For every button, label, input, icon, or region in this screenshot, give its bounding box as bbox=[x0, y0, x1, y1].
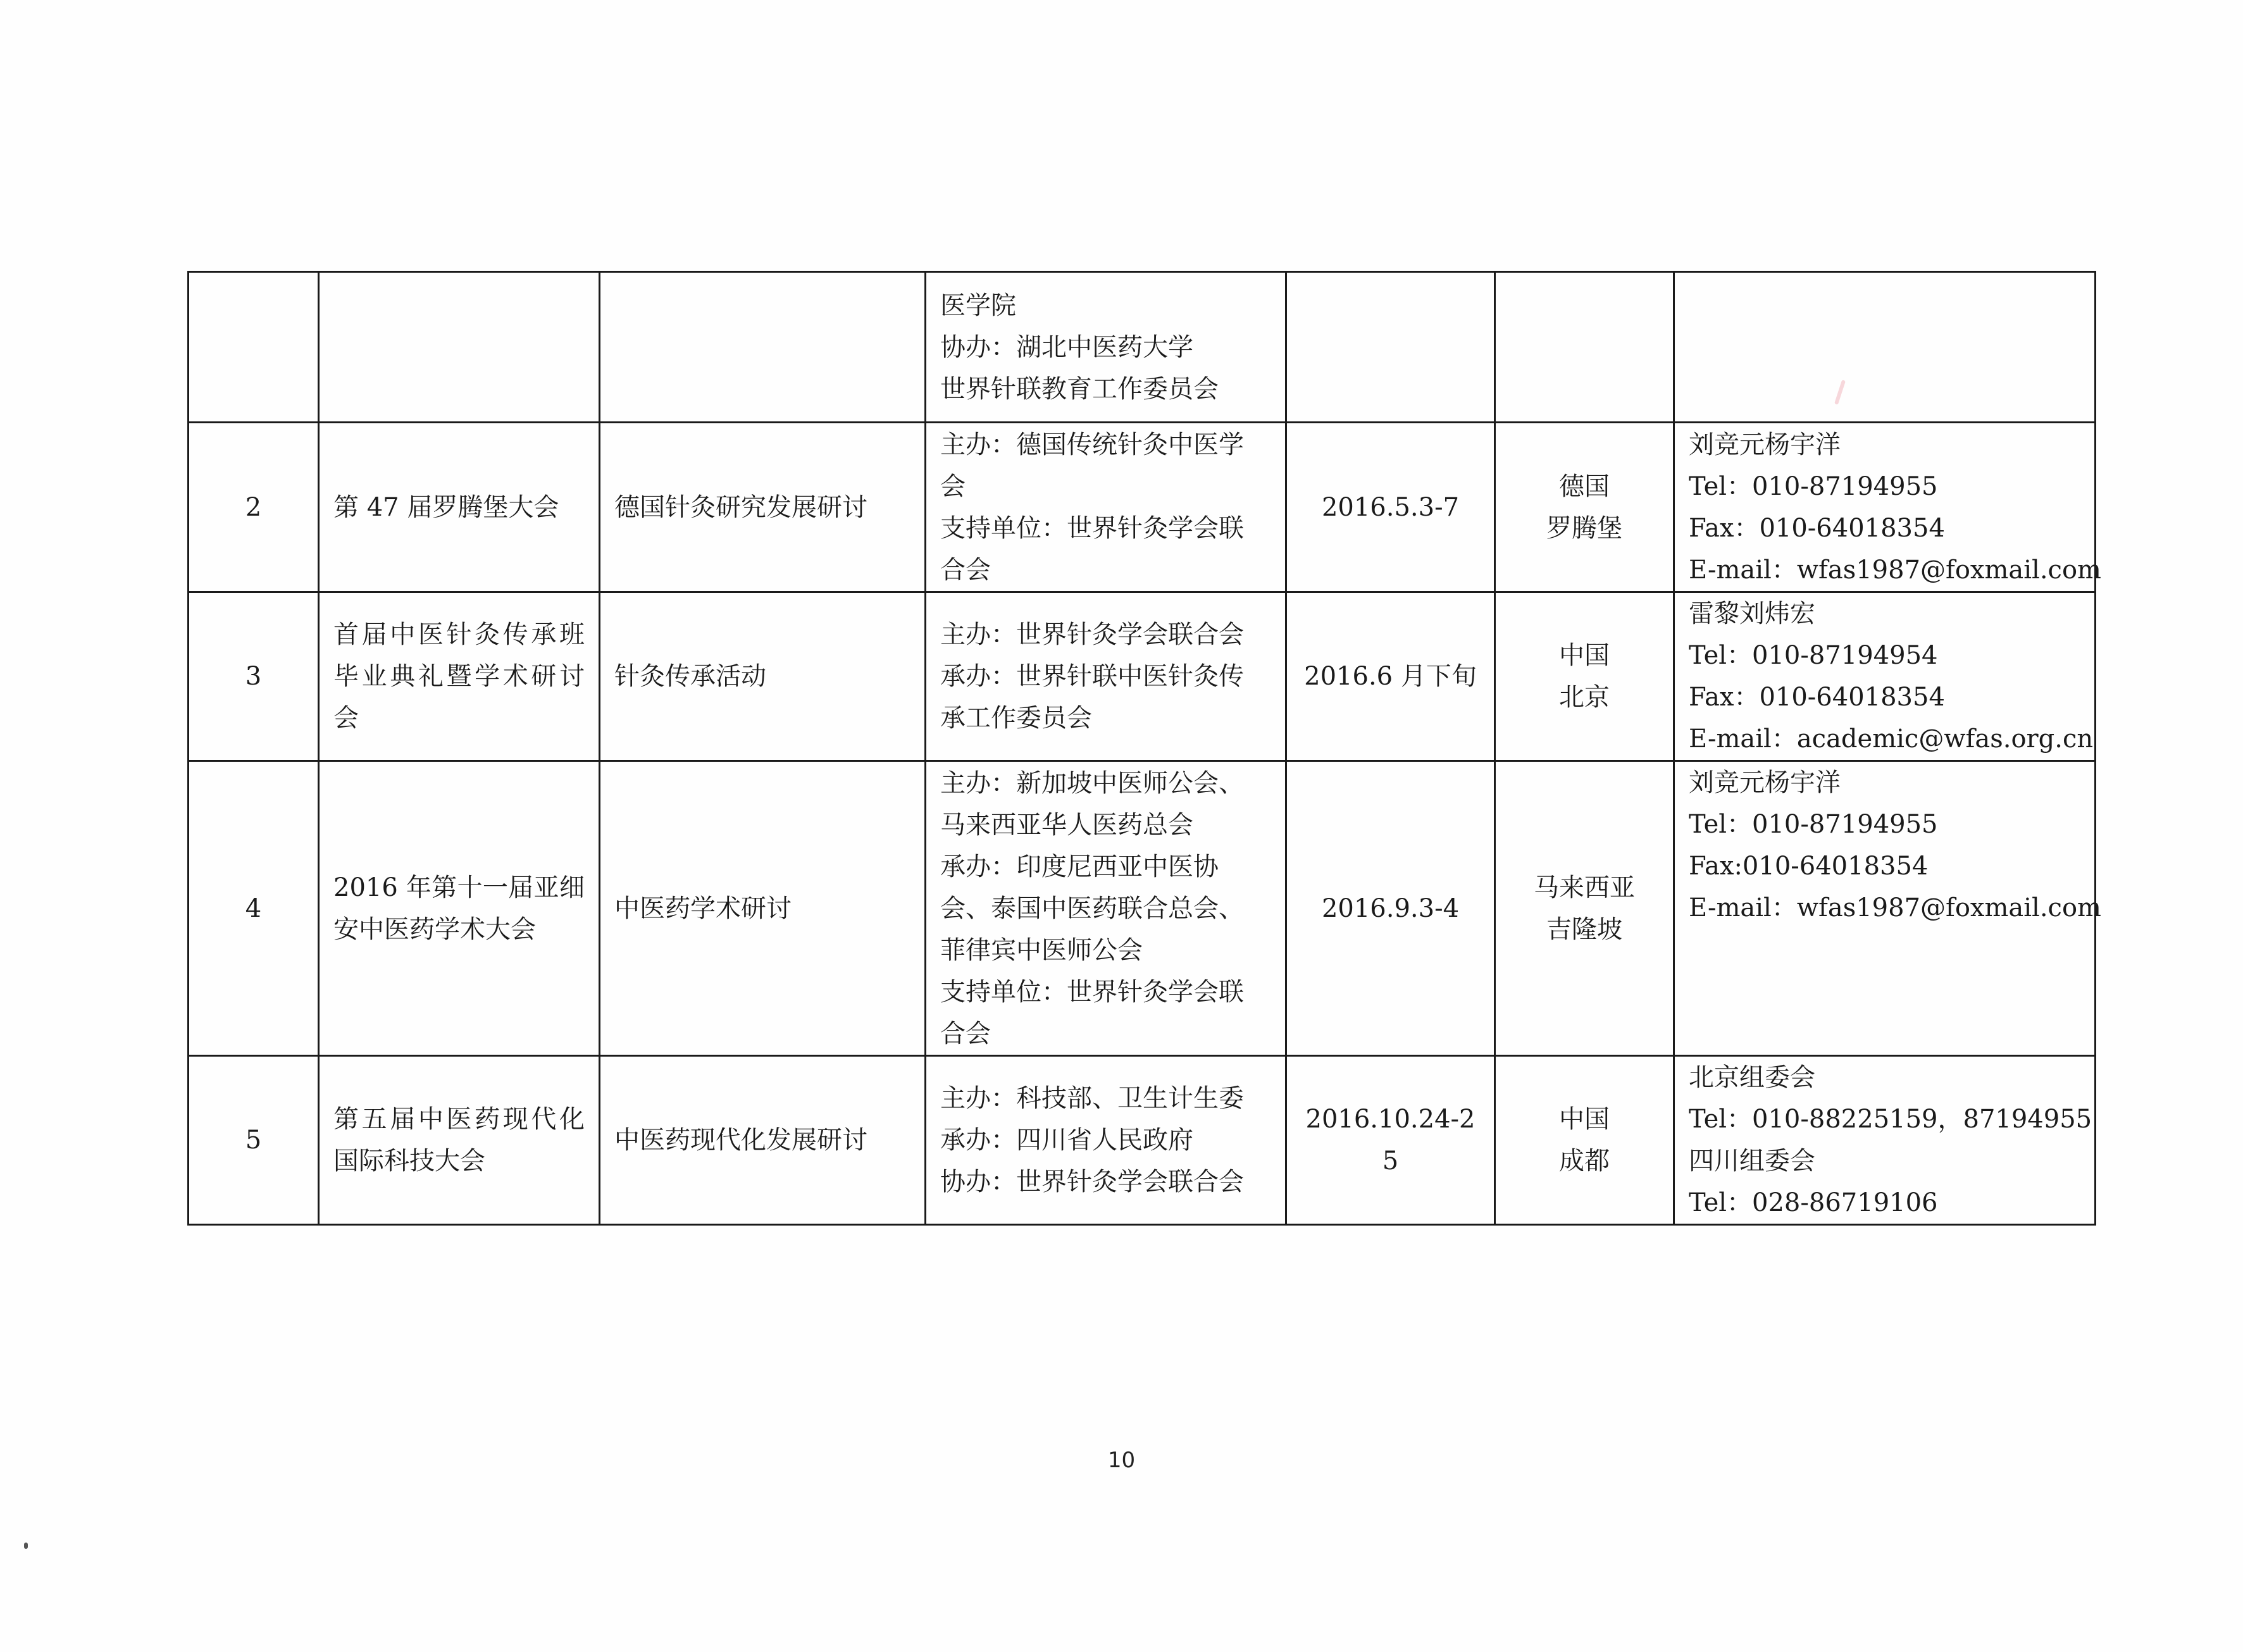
events-table bbox=[187, 271, 2101, 1226]
event-organizers bbox=[926, 592, 1286, 761]
organizer-line: 合会 bbox=[940, 555, 991, 585]
organizer-line: 支持单位：世界针灸学会联 bbox=[940, 977, 1244, 1007]
event-date: 2016.9.3-4 bbox=[1286, 761, 1495, 1056]
place-country: 德国 bbox=[1559, 471, 1610, 501]
event-organizers bbox=[926, 423, 1286, 592]
organizer-line: 承办：印度尼西亚中医协 bbox=[940, 852, 1219, 881]
organizer-line: 马来西亚华人医药总会 bbox=[940, 810, 1193, 840]
event-theme: 中医药学术研讨 bbox=[600, 761, 926, 1056]
organizer-line: 菲律宾中医师公会 bbox=[940, 935, 1143, 965]
contact-tel: Tel：010-87194954 bbox=[1689, 641, 1938, 670]
table-row bbox=[189, 423, 2096, 592]
contact-fax: Fax：010-64018354 bbox=[1689, 513, 1945, 543]
contact-person: 刘竞元杨宇洋 bbox=[1689, 768, 1841, 797]
event-organizers bbox=[926, 761, 1286, 1056]
contact-person: 四川组委会 bbox=[1689, 1146, 1815, 1176]
event-place bbox=[1495, 272, 1674, 423]
place-country: 中国 bbox=[1559, 1105, 1610, 1134]
place-city: 成都 bbox=[1559, 1146, 1610, 1176]
row-number bbox=[189, 272, 319, 423]
event-date: 2016.10.24-25 bbox=[1286, 1056, 1495, 1225]
contact-person: 刘竞元杨宇洋 bbox=[1689, 430, 1841, 459]
place-city: 罗腾堡 bbox=[1546, 513, 1622, 543]
event-name: 第 47 届罗腾堡大会 bbox=[319, 423, 600, 592]
event-name: 第五届中医药现代化国际科技大会 bbox=[319, 1056, 600, 1225]
place-city: 北京 bbox=[1559, 683, 1610, 712]
contact-person: 雷黎刘炜宏 bbox=[1689, 599, 1815, 628]
event-place bbox=[1495, 761, 1674, 1056]
event-name bbox=[319, 272, 600, 423]
event-name: 2016 年第十一届亚细安中医药学术大会 bbox=[319, 761, 600, 1056]
organizer-line: 主办：科技部、卫生计生委 bbox=[940, 1084, 1244, 1113]
event-contact bbox=[1674, 761, 2101, 1056]
event-date bbox=[1286, 272, 1495, 423]
event-contact bbox=[1674, 272, 2096, 423]
event-place bbox=[1495, 592, 1674, 761]
contact-tel: Tel：028-86719106 bbox=[1689, 1188, 1938, 1217]
organizer-line: 协办：湖北中医药大学 bbox=[940, 332, 1193, 362]
organizer-line: 主办：世界针灸学会联合会 bbox=[940, 620, 1244, 649]
organizer-line: 会、泰国中医药联合总会、 bbox=[940, 893, 1244, 923]
contact-email: E-mail：wfas1987@foxmail.com bbox=[1689, 555, 2101, 585]
event-place bbox=[1495, 1056, 1674, 1225]
organizer-line: 主办：德国传统针灸中医学 bbox=[940, 430, 1244, 459]
event-place bbox=[1495, 423, 1674, 592]
contact-email: E-mail：wfas1987@foxmail.com bbox=[1689, 893, 2101, 922]
contact-tel: Tel：010-87194955 bbox=[1689, 471, 1938, 501]
page-number: 10 bbox=[1107, 1448, 1136, 1473]
contact-tel: Tel：010-87194955 bbox=[1689, 810, 1938, 839]
organizer-line: 承办：世界针联中医针灸传 bbox=[940, 662, 1244, 691]
event-theme bbox=[600, 272, 926, 423]
event-contact bbox=[1674, 1056, 2096, 1225]
contact-person: 北京组委会 bbox=[1689, 1063, 1815, 1092]
table-row bbox=[189, 1056, 2096, 1225]
place-country: 马来西亚 bbox=[1534, 873, 1635, 902]
event-date: 2016.6 月下旬 bbox=[1286, 592, 1495, 761]
table-row bbox=[189, 272, 2096, 423]
organizer-line: 医学院 bbox=[940, 290, 1016, 320]
event-theme: 德国针灸研究发展研讨 bbox=[600, 423, 926, 592]
place-city: 吉隆坡 bbox=[1546, 914, 1622, 944]
row-number: 3 bbox=[189, 592, 319, 761]
scan-dot bbox=[24, 1543, 28, 1549]
place-country: 中国 bbox=[1559, 641, 1610, 670]
event-organizers bbox=[926, 1056, 1286, 1225]
table-row bbox=[189, 761, 2096, 1056]
event-organizers bbox=[926, 272, 1286, 423]
organizer-line: 承办：四川省人民政府 bbox=[940, 1126, 1193, 1155]
event-name: 首届中医针灸传承班毕业典礼暨学术研讨会 bbox=[319, 592, 600, 761]
row-number: 5 bbox=[189, 1056, 319, 1225]
contact-tel: Tel：010-88225159，87194955 bbox=[1689, 1105, 2092, 1134]
row-number: 4 bbox=[189, 761, 319, 1056]
event-theme: 针灸传承活动 bbox=[600, 592, 926, 761]
event-date: 2016.5.3-7 bbox=[1286, 423, 1495, 592]
organizer-line: 承工作委员会 bbox=[940, 704, 1092, 733]
organizer-line: 会 bbox=[940, 471, 966, 501]
organizer-line: 协办：世界针灸学会联合会 bbox=[940, 1167, 1244, 1196]
organizer-line: 世界针联教育工作委员会 bbox=[940, 374, 1219, 404]
organizer-line: 主办：新加坡中医师公会、 bbox=[940, 768, 1244, 798]
table-row bbox=[189, 592, 2096, 761]
contact-fax: Fax：010-64018354 bbox=[1689, 683, 1945, 712]
row-number: 2 bbox=[189, 423, 319, 592]
contact-email: E-mail：academic@wfas.org.cn bbox=[1689, 724, 2094, 754]
event-contact bbox=[1674, 423, 2101, 592]
event-contact bbox=[1674, 592, 2096, 761]
organizer-line: 合会 bbox=[940, 1019, 991, 1048]
contact-fax: Fax:010-64018354 bbox=[1689, 852, 1929, 881]
event-theme: 中医药现代化发展研讨 bbox=[600, 1056, 926, 1225]
organizer-line: 支持单位：世界针灸学会联 bbox=[940, 513, 1244, 543]
